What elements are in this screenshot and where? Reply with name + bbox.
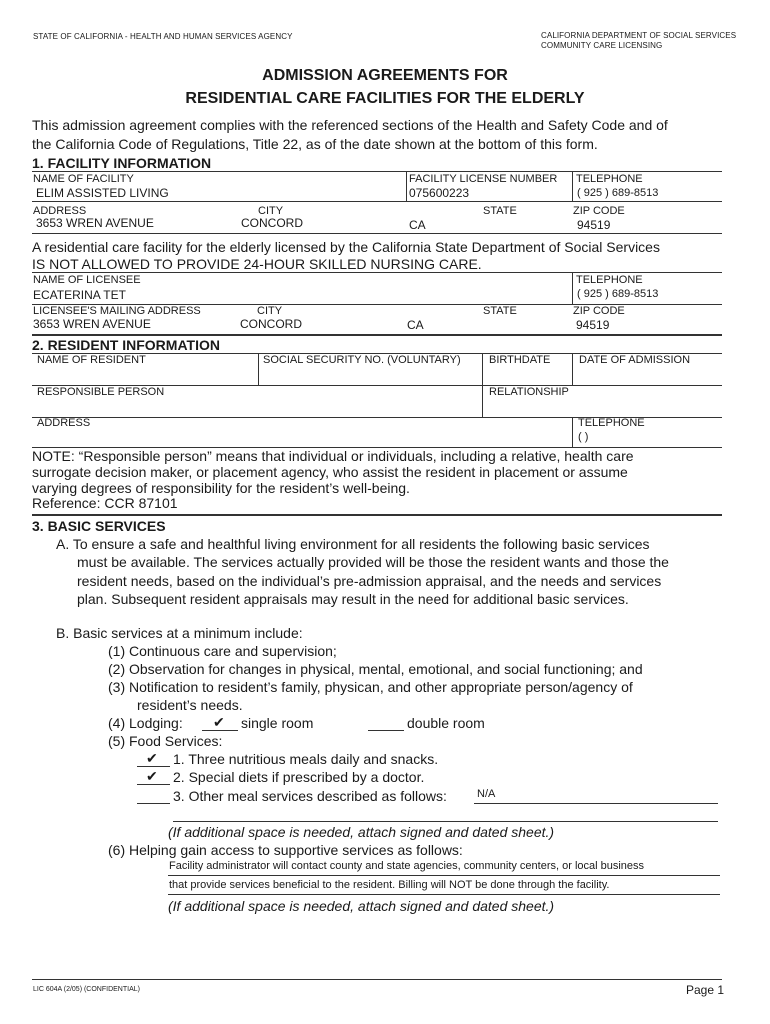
lodging-label: (4) Lodging: [108, 715, 183, 731]
service-item-3: (3) Notification to resident’s family, physican, and other appropriate person/agency of [108, 679, 633, 695]
divider [32, 171, 722, 172]
divider [572, 353, 573, 385]
divider [32, 334, 722, 336]
services-section-heading: 3. BASIC SERVICES [32, 518, 166, 534]
license-field[interactable]: 075600223 [409, 186, 470, 200]
divider [32, 201, 722, 202]
licensee-name-label: NAME OF LICENSEE [33, 274, 141, 286]
other-meals-field[interactable] [474, 788, 718, 804]
resident-section-heading: 2. RESIDENT INFORMATION [32, 337, 220, 353]
support-services-line1: Facility administrator will contact county and state agencies, community centers, or local business [169, 860, 645, 872]
address-field[interactable]: 3653 WREN AVENUE [36, 216, 154, 230]
page-number: Page 1 [686, 983, 725, 997]
services-a-line3: resident needs, based on the individual’s pre-admission appraisal, and the needs and services [77, 573, 662, 589]
resident-name-label: NAME OF RESIDENT [37, 354, 146, 366]
zip-label: ZIP CODE [573, 205, 625, 217]
licensee-phone-field[interactable]: ( 925 ) 689-8513 [577, 288, 659, 300]
divider [572, 171, 573, 201]
division-header: COMMUNITY CARE LICENSING [541, 41, 663, 50]
other-meals-label: 3. Other meal services described as follows: [173, 788, 447, 804]
divider [572, 272, 573, 304]
divider [258, 353, 259, 385]
other-meals-value: N/A [477, 788, 496, 800]
relationship-label: RELATIONSHIP [489, 386, 569, 398]
other-meals-checkbox[interactable] [137, 788, 170, 804]
admission-date-label: DATE OF ADMISSION [579, 354, 691, 366]
other-meals-field-line2[interactable] [173, 806, 718, 822]
licensee-name-field[interactable]: ECATERINA TET [33, 288, 126, 302]
licensee-phone-label: TELEPHONE [576, 274, 643, 286]
facility-phone-label: TELEPHONE [576, 173, 643, 185]
licensee-city-field[interactable]: CONCORD [240, 317, 302, 331]
service-item-1: (1) Continuous care and supervision; [108, 643, 337, 659]
attach-sheet-note-2: (If additional space is needed, attach signed and dated sheet.) [168, 898, 555, 914]
facility-name-label: NAME OF FACILITY [33, 173, 134, 185]
double-room-label: double room [407, 715, 485, 731]
form-title-line1: ADMISSION AGREEMENTS FOR [262, 67, 508, 84]
licensee-mail-field[interactable]: 3653 WREN AVENUE [33, 317, 151, 331]
birthdate-label: BIRTHDATE [489, 354, 551, 366]
department-header: CALIFORNIA DEPARTMENT OF SOCIAL SERVICES [541, 31, 737, 40]
form-id: LIC 604A (2/05) (CONFIDENTIAL) [33, 986, 140, 993]
address-label: ADDRESS [33, 205, 87, 217]
intro-line2: the California Code of Regulations, Title 22, as of the date shown at the bottom of this form. [32, 136, 598, 152]
form-title-line2: RESIDENTIAL CARE FACILITIES FOR THE ELDERLY [185, 90, 585, 107]
resident-phone-label: TELEPHONE [578, 417, 645, 429]
attach-sheet-note: (If additional space is needed, attach signed and dated sheet.) [168, 824, 555, 840]
ssn-label: SOCIAL SECURITY NO. (VOLUNTARY) [263, 354, 461, 366]
note-reference: Reference: CCR 87101 [32, 495, 178, 511]
note-line2: surrogate decision maker, or placement agency, who assist the resident in placement or assume [32, 464, 628, 480]
divider [32, 514, 722, 516]
licensee-zip-field[interactable]: 94519 [576, 318, 610, 332]
facility-phone-field[interactable]: ( 925 ) 689-8513 [577, 187, 659, 199]
facility-name-field[interactable]: ELIM ASSISTED LIVING [36, 186, 169, 200]
note-line1: NOTE: “Responsible person” means that individual or individuals, including a relative, health care [32, 448, 634, 464]
agency-header: STATE OF CALIFORNIA - HEALTH AND HUMAN SERVICES AGENCY [33, 32, 293, 41]
state-field[interactable]: CA [409, 218, 426, 232]
support-services-line2: that provide services beneficial to the resident. Billing will NOT be done through the facility. [169, 879, 610, 891]
licensee-mail-label: LICENSEE'S MAILING ADDRESS [33, 305, 201, 317]
double-room-checkbox[interactable] [368, 715, 404, 731]
license-notice-line1: A residential care facility for the elderly licensed by the California State Department of Social Services [32, 239, 660, 255]
divider [406, 171, 407, 201]
note-line3: varying degrees of responsibility for the resident’s well-being. [32, 480, 410, 496]
zip-field[interactable]: 94519 [577, 218, 611, 232]
resident-address-label: ADDRESS [37, 417, 91, 429]
facility-section-heading: 1. FACILITY INFORMATION [32, 155, 212, 171]
licensee-state-field[interactable]: CA [407, 318, 424, 332]
services-a-line1: A. To ensure a safe and healthful living environment for all residents the following basic services [56, 536, 650, 552]
single-room-check: ✔ [213, 714, 225, 730]
special-diets-check: ✔ [146, 768, 158, 784]
divider [572, 417, 573, 447]
license-notice-line2: IS NOT ALLOWED TO PROVIDE 24-HOUR SKILLED NURSING CARE. [32, 256, 482, 272]
service-item-3-cont: resident’s needs. [137, 697, 243, 713]
city-label: CITY [258, 205, 284, 217]
city-field[interactable]: CONCORD [241, 216, 303, 230]
state-label: STATE [483, 205, 517, 217]
responsible-person-label: RESPONSIBLE PERSON [37, 386, 165, 398]
services-a-line2: must be available. The services actually provided will be those the resident wants and those the [77, 554, 669, 570]
divider [32, 272, 722, 273]
special-diets-label: 2. Special diets if prescribed by a doctor. [173, 769, 425, 785]
footer-divider [32, 979, 722, 980]
services-a-line4: plan. Subsequent resident appraisals may result in the need for additional basic services. [77, 591, 629, 607]
licensee-zip-label: ZIP CODE [573, 305, 625, 317]
single-room-label: single room [241, 715, 314, 731]
service-item-6: (6) Helping gain access to supportive services as follows: [108, 842, 463, 858]
meals-check: ✔ [146, 750, 158, 766]
meals-label: 1. Three nutritious meals daily and snacks. [173, 751, 439, 767]
licensee-city-label: CITY [257, 305, 283, 317]
license-label: FACILITY LICENSE NUMBER [409, 173, 558, 185]
intro-line1: This admission agreement complies with the referenced sections of the Health and Safety Code and of [32, 117, 668, 133]
food-services-label: (5) Food Services: [108, 733, 223, 749]
licensee-state-label: STATE [483, 305, 517, 317]
divider [32, 233, 722, 234]
resident-phone-field[interactable]: ( ) [578, 431, 589, 443]
service-item-2: (2) Observation for changes in physical, mental, emotional, and social functioning; and [108, 661, 643, 677]
services-b-heading: B. Basic services at a minimum include: [56, 625, 303, 641]
